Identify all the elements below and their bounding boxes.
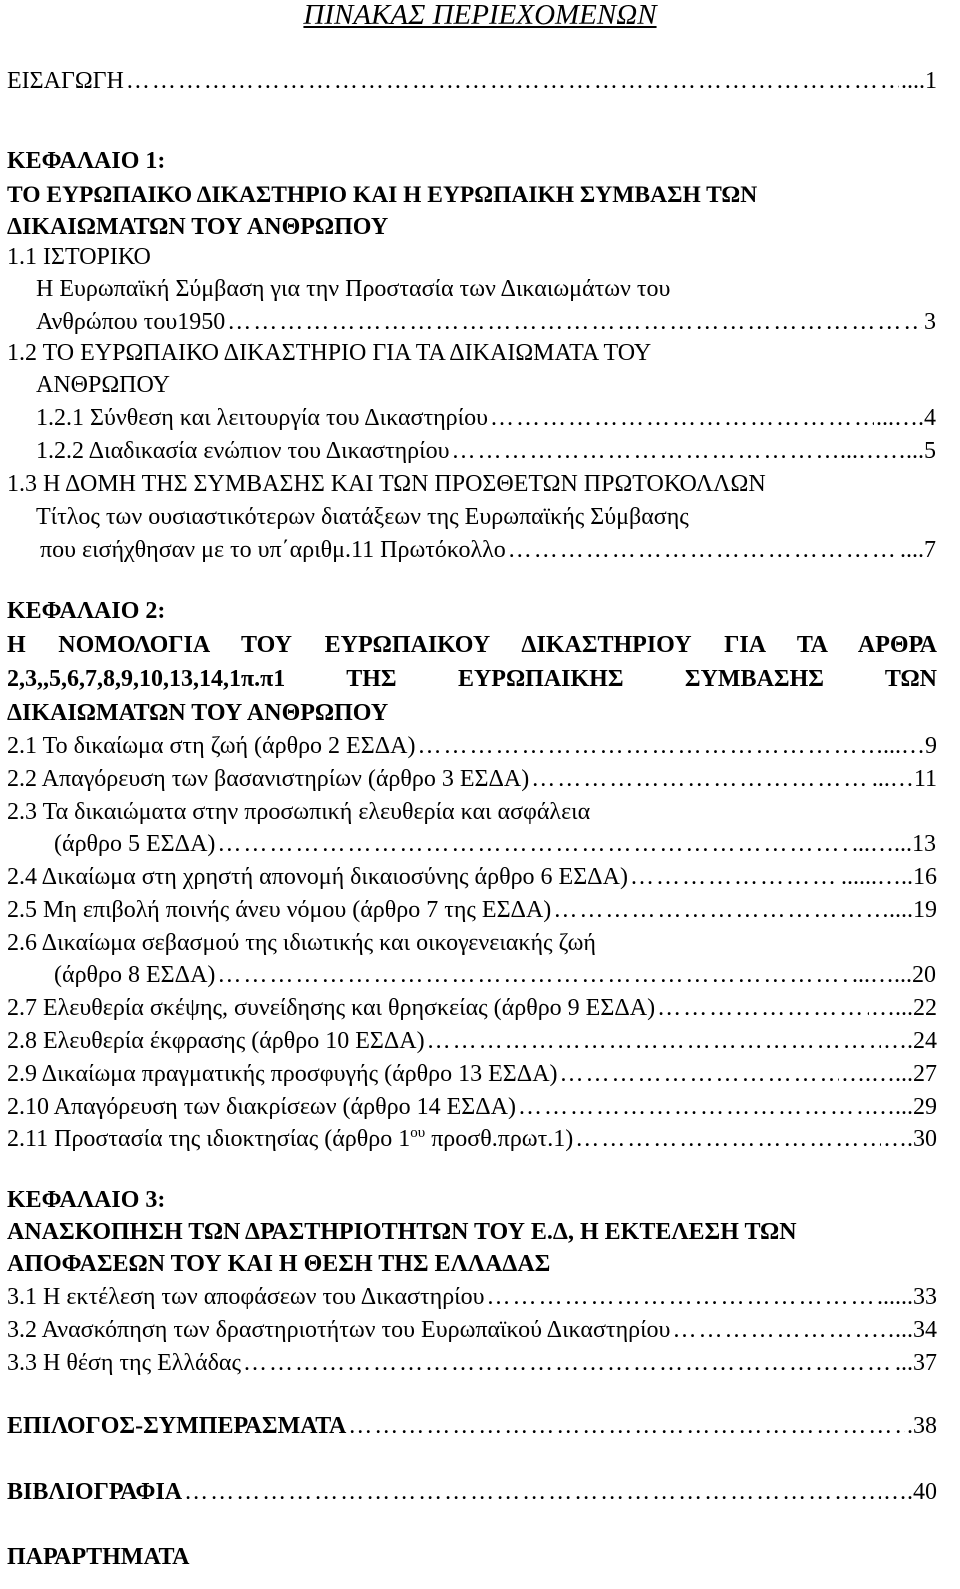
- leader-dots: [508, 535, 898, 565]
- toc-entry-label: 2.10 Απαγόρευση των διακρίσεων (άρθρο 14 ΕΣΔΑ): [7, 1094, 516, 1120]
- toc-entry-page: ….30: [883, 1126, 937, 1152]
- toc-entry-label: 2.5 Μη επιβολή ποινής άνευ νόμου (άρθρο 7 της ΕΣΔΑ): [7, 897, 552, 923]
- leader-dots: [243, 1348, 893, 1378]
- leader-dots: [487, 1282, 875, 1312]
- section-1-2-heading-cont: ΑΝΘΡΩΠΟΥ: [36, 372, 170, 398]
- section-1-1-heading: 1.1 ΙΣΤΟΡΙΚΟ: [7, 244, 151, 270]
- toc-entry-label: 1.2.2 Διαδικασία ενώπιον του Δικαστηρίου: [36, 438, 450, 464]
- chapter-1-title-line-1: ΤΟ ΕΥΡΩΠΑΙΚΟ ΔΙΚΑΣΤΗΡΙΟ ΚΑΙ Η ΕΥΡΩΠΑΙΚΗ ΣΥΜΒΑΣΗ ΤΩΝ: [7, 182, 758, 208]
- toc-entry-page: ...……...5: [840, 438, 936, 464]
- toc-entry-page: ......33: [877, 1284, 937, 1310]
- leader-dots: [217, 829, 850, 859]
- toc-entry-2-5[interactable]: [7, 895, 937, 925]
- toc-entry-label: που εισήχθησαν με το υπ΄αριθμ.11 Πρωτόκολλο: [40, 537, 506, 563]
- toc-entry-page: ...…...13: [852, 831, 936, 857]
- toc-entry-label: 2.7 Ελευθερία σκέψης, συνείδησης και θρησκείας (άρθρο 9 ΕΣΔΑ): [7, 995, 656, 1021]
- toc-entry-label: 2.1 Το δικαίωμα στη ζωή (άρθρο 2 ΕΣΔΑ): [7, 733, 416, 759]
- toc-entry-label: 2.9 Δικαίωμα πραγματικής προσφυγής (άρθρο 13 ΕΣΔΑ): [7, 1061, 558, 1087]
- leader-dots: [348, 1411, 905, 1441]
- toc-entry-3-3[interactable]: [7, 1348, 937, 1378]
- toc-entry-label: 3.1 Η εκτέλεση των αποφάσεων του Δικαστηρίου: [7, 1284, 485, 1310]
- toc-entry-label: (άρθρο 8 ΕΣΔΑ): [54, 962, 216, 988]
- toc-entry-2-2[interactable]: [7, 764, 937, 794]
- toc-entry-page: …...34: [871, 1317, 937, 1343]
- leader-dots: [575, 1124, 881, 1154]
- toc-entry-label: 3.2 Ανασκόπηση των δραστηριοτήτων του Ευρωπαϊκού Δικαστηρίου: [7, 1317, 671, 1343]
- section-1-2-heading: 1.2 ΤΟ ΕΥΡΩΠΑΙΚΟ ΔΙΚΑΣΤΗΡΙΟ ΓΙΑ ΤΑ ΔΙΚΑΙΩΜΑΤΑ ΤΟΥ: [7, 340, 652, 366]
- toc-entry-1-2-1[interactable]: [36, 403, 936, 433]
- leader-dots: [560, 1059, 839, 1089]
- toc-entry-2-3[interactable]: [54, 829, 936, 859]
- toc-entry-label: 1.2.1 Σύνθεση και λειτουργία του Δικαστηρίου: [36, 405, 488, 431]
- section-1-1-text: Η Ευρωπαϊκή Σύμβαση για την Προστασία των Δικαιωμάτων του: [36, 276, 671, 302]
- section-1-3-text: Τίτλος των ουσιαστικότερων διατάξεων της Ευρωπαϊκής Σύμβασης: [36, 504, 689, 530]
- toc-entry-label: ΕΙΣΑΓΩΓΗ: [7, 68, 124, 94]
- toc-entry-page: ...37: [895, 1350, 937, 1376]
- toc-entry-2-9[interactable]: [7, 1059, 937, 1089]
- toc-entry-page: …...29: [871, 1094, 937, 1120]
- toc-entry-3-2[interactable]: [7, 1315, 937, 1345]
- toc-entry-label: 2.8 Ελευθερία έκφρασης (άρθρο 10 ΕΣΔΑ): [7, 1028, 425, 1054]
- toc-entry-3-1[interactable]: [7, 1282, 937, 1312]
- chapter-3-heading: ΚΕΦΑΛΑΙΟ 3:: [7, 1187, 166, 1213]
- toc-entry-label: ΒΙΒΛΙΟΓΡΑΦΙΑ: [7, 1479, 183, 1505]
- toc-entry-2-7[interactable]: [7, 993, 937, 1023]
- leader-dots: [672, 1315, 869, 1345]
- toc-entry-label: 3.3 Η θέση της Ελλάδας: [7, 1350, 241, 1376]
- toc-entry-page: ....1: [901, 68, 937, 94]
- leader-dots: [417, 731, 881, 761]
- toc-entry-page: .38: [907, 1413, 937, 1439]
- toc-entry-1-3[interactable]: [40, 535, 936, 565]
- toc-entry-page: ....19: [889, 897, 937, 923]
- leader-dots: [126, 66, 899, 96]
- toc-entry-label: Ανθρώπου του1950: [36, 309, 226, 335]
- toc-entry-2-3-line-1: 2.3 Τα δικαιώματα στην προσωπική ελευθερία και ασφάλεια: [7, 799, 591, 825]
- toc-entry-page: ....7: [900, 537, 936, 563]
- toc-entry-page: ......…..16: [841, 864, 937, 890]
- leader-dots: [531, 764, 870, 794]
- chapter-3-title-line-1: ΑΝΑΣΚΟΠΗΣΗ ΤΩΝ ΔΡΑΣΤΗΡΙΟΤΗΤΩΝ ΤΟΥ Ε.Δ, Η ΕΚΤΕΛΕΣΗ ΤΩΝ: [7, 1219, 797, 1245]
- toc-entry-appendices[interactable]: ΠΑΡΑΡΤΗΜΑΤΑ: [7, 1544, 190, 1570]
- toc-entry-epilogue[interactable]: [7, 1411, 937, 1441]
- toc-entry-introduction[interactable]: [7, 66, 937, 96]
- leader-dots: [657, 993, 869, 1023]
- chapter-3-title-line-2: ΑΠΟΦΑΣΕΩΝ ΤΟΥ ΚΑΙ Η ΘΕΣΗ ΤΗΣ ΕΛΛΑΔΑΣ: [7, 1251, 551, 1277]
- leader-dots: [184, 1477, 881, 1507]
- toc-entry-2-8[interactable]: [7, 1026, 937, 1056]
- toc-entry-page: ...…11: [871, 766, 937, 792]
- leader-dots: [217, 960, 850, 990]
- chapter-2-title-line-2: 2,3,,5,6,7,8,9,10,13,14,1π.π1 ΤΗΣ ΕΥΡΩΠΑΙΚΗΣ ΣΥΜΒΑΣΗΣ ΤΩΝ: [7, 666, 937, 692]
- toc-entry-label: ΕΠΙΛΟΓΟΣ-ΣΥΜΠΕΡΑΣΜΑΤΑ: [7, 1413, 347, 1439]
- toc-entry-page: 3: [924, 309, 936, 335]
- toc-entry-2-1[interactable]: [7, 731, 937, 761]
- toc-entry-2-6-line-1: 2.6 Δικαίωμα σεβασμού της ιδιωτικής και οικογενειακής ζωή: [7, 930, 596, 956]
- section-1-3-heading: 1.3 Η ΔΟΜΗ ΤΗΣ ΣΥΜΒΑΣΗΣ ΚΑΙ ΤΩΝ ΠΡΟΣΘΕΤΩΝ ΠΡΩΤΟΚΟΛΛΩΝ: [7, 471, 766, 497]
- toc-entry-1-2-2[interactable]: [36, 436, 936, 466]
- toc-entry-page: ...….4: [876, 405, 936, 431]
- toc-entry-page: ….40: [883, 1479, 937, 1505]
- toc-entry-label: 2.11 Προστασία της ιδιοκτησίας (άρθρο $1^{o\upsilon}$ προσθ.πρωτ.1): [7, 1125, 574, 1152]
- toc-entry-label: 2.4 Δικαίωμα στη χρηστή απονομή δικαιοσύνης άρθρο 6 ΕΣΔΑ): [7, 864, 628, 890]
- leader-dots: [518, 1092, 869, 1122]
- toc-entry-page: …...22: [871, 995, 937, 1021]
- toc-entry-2-11[interactable]: [7, 1124, 937, 1154]
- toc-entry-page: ….…...27: [841, 1061, 937, 1087]
- toc-entry-2-6[interactable]: [54, 960, 936, 990]
- leader-dots: [630, 862, 839, 892]
- toc-entry-label: (άρθρο 5 ΕΣΔΑ): [54, 831, 216, 857]
- toc-entry-bibliography[interactable]: [7, 1477, 937, 1507]
- leader-dots: [227, 307, 922, 337]
- leader-dots: [427, 1026, 881, 1056]
- leader-dots: [490, 403, 874, 433]
- toc-entry-page: ….24: [883, 1028, 937, 1054]
- toc-entry-2-10[interactable]: [7, 1092, 937, 1122]
- toc-entry-page: ...…...20: [852, 962, 936, 988]
- toc-entry-1-1[interactable]: [36, 307, 936, 337]
- chapter-1-heading: ΚΕΦΑΛΑΙΟ 1:: [7, 148, 166, 174]
- leader-dots: [451, 436, 838, 466]
- chapter-2-heading: ΚΕΦΑΛΑΙΟ 2:: [7, 598, 166, 624]
- toc-entry-label: 2.2 Απαγόρευση των βασανιστηρίων (άρθρο 3 ΕΣΔΑ): [7, 766, 530, 792]
- toc-entry-page: ...…9: [883, 733, 937, 759]
- toc-entry-2-4[interactable]: [7, 862, 937, 892]
- chapter-2-title-line-3: ΔΙΚΑΙΩΜΑΤΩΝ ΤΟΥ ΑΝΘΡΩΠΟΥ: [7, 700, 389, 726]
- chapter-2-title-line-1: Η ΝΟΜΟΛΟΓΙΑ ΤΟΥ ΕΥΡΩΠΑΙΚΟΥ ΔΙΚΑΣΤΗΡΙΟΥ ΓΙΑ ΤΑ ΑΡΘΡΑ: [7, 632, 937, 658]
- chapter-1-title-line-2: ΔΙΚΑΙΩΜΑΤΩΝ ΤΟΥ ΑΝΘΡΩΠΟΥ: [7, 214, 389, 240]
- leader-dots: [553, 895, 887, 925]
- page-title: ΠΙΝΑΚΑΣ ΠΕΡΙΕΧΟΜΕΝΩΝ: [303, 0, 657, 31]
